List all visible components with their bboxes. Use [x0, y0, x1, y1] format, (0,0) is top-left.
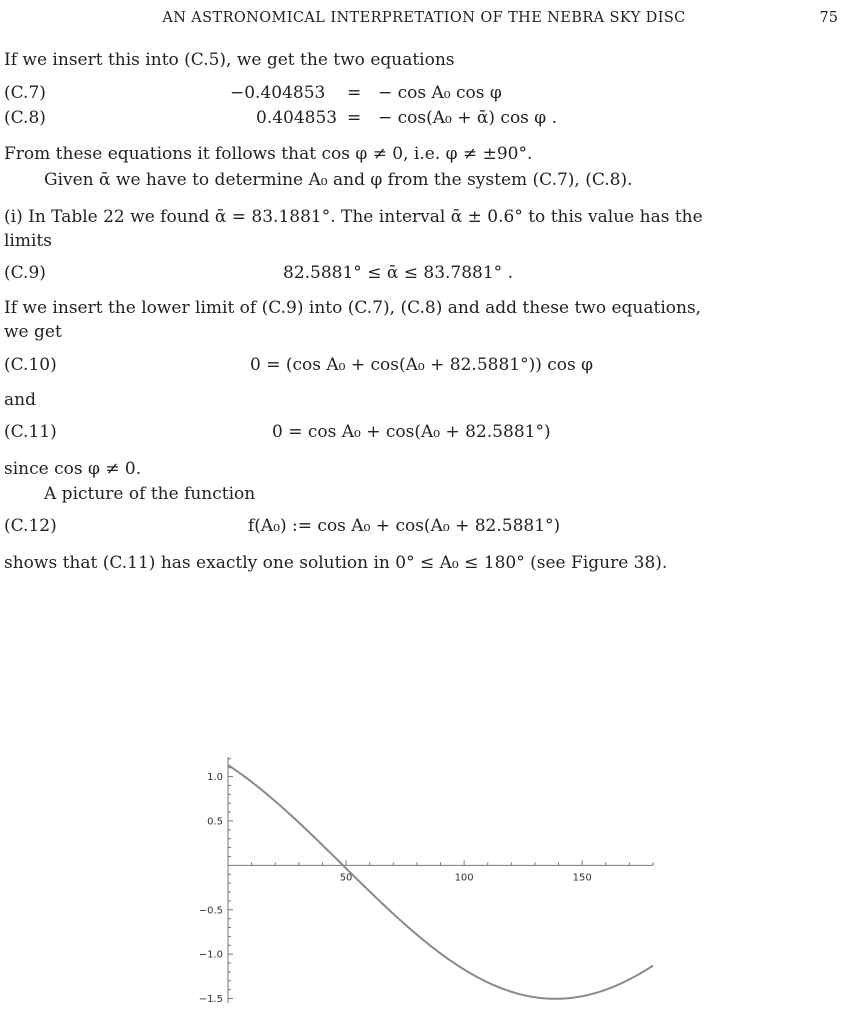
equation-c12: f(A₀) := cos A₀ + cos(A₀ + 82.5881°) [248, 516, 561, 536]
equation-label-c11: (C.11) [4, 422, 57, 442]
equation-label-c7: (C.7) [4, 83, 46, 103]
text-line: A picture of the function [44, 484, 256, 504]
text-line: shows that (C.11) has exactly one solution in 0° ≤ A₀ ≤ 180° (see Figure 38). [4, 553, 668, 573]
x-tick-label: 50 [339, 872, 353, 884]
equation-label-c12: (C.12) [4, 516, 57, 536]
equation-c8-rhs: − cos(A₀ + ᾱ) cos φ . [378, 108, 558, 128]
text-line: (i) In Table 22 we found ᾱ = 83.1881°. The interval ᾱ ± 0.6° to this value has the [4, 207, 703, 227]
equation-c9: 82.5881° ≤ ᾱ ≤ 83.7881° . [283, 263, 513, 283]
equation-c11: 0 = cos A₀ + cos(A₀ + 82.5881°) [272, 422, 551, 442]
running-header-title: AN ASTRONOMICAL INTERPRETATION OF THE NEBRA SKY DISC [162, 10, 686, 26]
equation-c7-lhs: −0.404853 [230, 83, 326, 103]
text-line: From these equations it follows that cos φ ≠ 0, i.e. φ ≠ ±90°. [4, 144, 533, 164]
equation-c8-equals: = [347, 108, 362, 128]
text-line: If we insert this into (C.5), we get the two equations [4, 50, 455, 70]
function-plot-svg [195, 745, 665, 1010]
equation-label-c8: (C.8) [4, 108, 46, 128]
text-line: If we insert the lower limit of (C.9) into (C.7), (C.8) and add these two equations, [4, 298, 702, 318]
equation-c7-rhs: − cos A₀ cos φ [378, 83, 502, 103]
text-line: since cos φ ≠ 0. [4, 459, 142, 479]
text-line: Given ᾱ we have to determine A₀ and φ from the system (C.7), (C.8). [44, 170, 633, 190]
page-number: 75 [819, 10, 838, 26]
y-tick-label: −1.0 [198, 949, 223, 961]
text-line: and [4, 390, 36, 410]
equation-c7-equals: = [347, 83, 362, 103]
y-tick-label: 1.0 [207, 772, 223, 784]
function-plot [195, 745, 665, 1010]
equation-label-c10: (C.10) [4, 355, 57, 375]
text-line: we get [4, 322, 62, 342]
x-tick-label: 100 [454, 872, 474, 884]
y-tick-label: 0.5 [207, 816, 223, 828]
x-tick-label: 150 [572, 872, 592, 884]
text-line: limits [4, 231, 52, 251]
y-tick-label: −1.5 [198, 994, 223, 1006]
equation-c8-lhs: 0.404853 [256, 108, 338, 128]
equation-c10: 0 = (cos A₀ + cos(A₀ + 82.5881°)) cos φ [250, 355, 594, 375]
equation-label-c9: (C.9) [4, 263, 46, 283]
y-tick-label: −0.5 [198, 905, 223, 917]
